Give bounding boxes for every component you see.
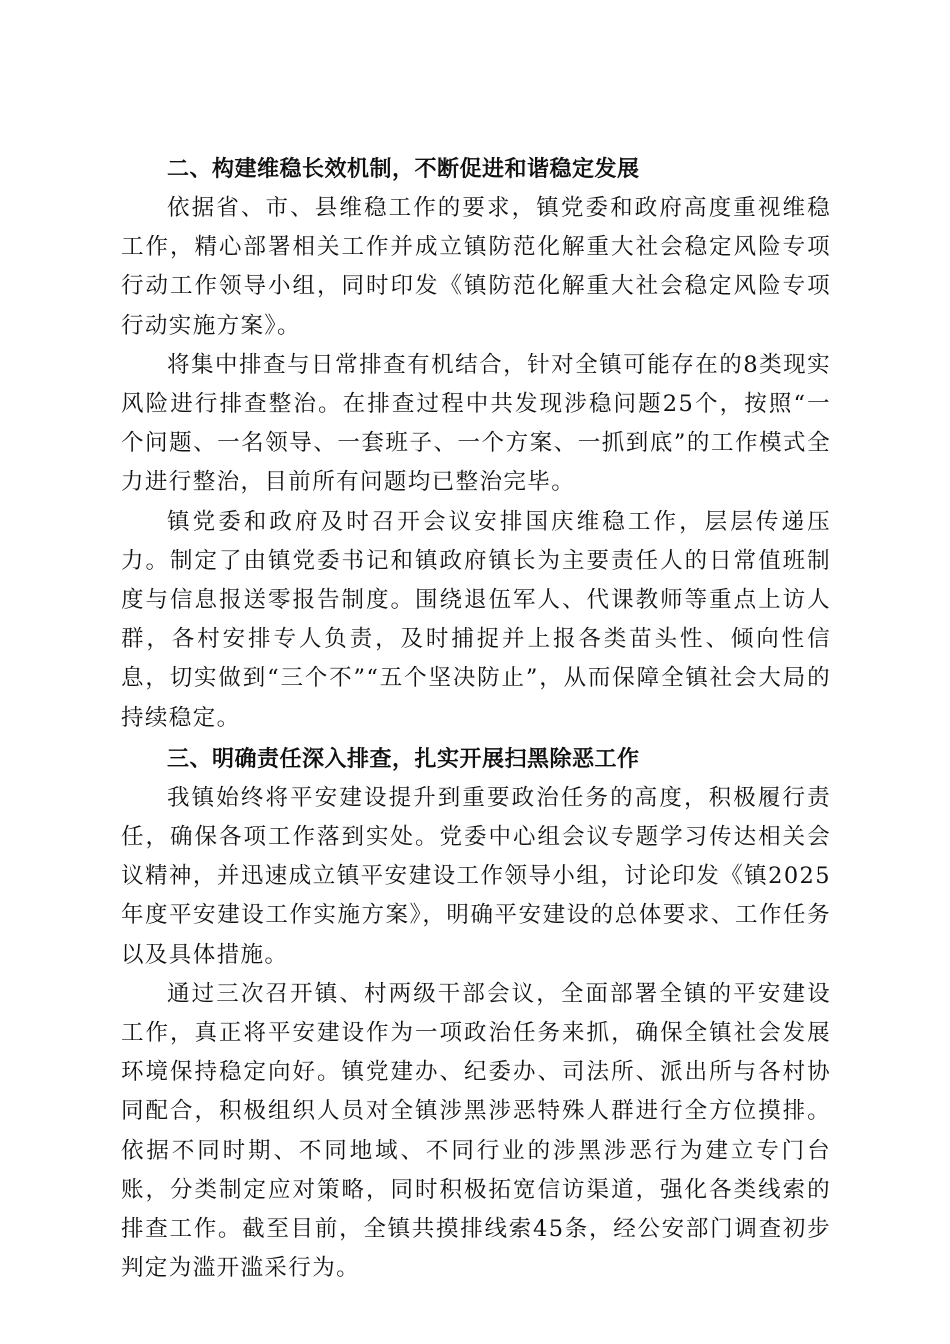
document-page — [121, 150, 831, 1288]
paragraph: 通过三次召开镇、村两级干部会议，全面部署全镇的平安建设工作，真正将平安建设作为一项政治任务来抓，确保全镇社会发展环境保持稳定向好。镇党建办、纪委办、司法所、派出所与各村协同配合，积极组织人员对全镇涉黑涉恶特殊人群进行全方位摸排。依据不同时期、不同地域、不同行业的涉黑涉恶行为建立专门台账，分类制定应对策略，同时积极拓宽信访渠道，强化各类线索的排查工作。截至目前，全镇共摸排线索45条，经公安部门调查初步判定为滥开滥采行为。 — [121, 980, 831, 1282]
paragraph: 依据省、市、县维稳工作的要求，镇党委和政府高度重视维稳工作，精心部署相关工作并成立镇防范化解重大社会稳定风险专项行动工作领导小组，同时印发《镇防范化解重大社会稳定风险专项行动实施方案》。 — [121, 195, 831, 339]
section-heading: 二、构建维稳长效机制，不断促进和谐稳定发展 — [167, 157, 640, 182]
paragraph: 将集中排查与日常排查有机结合，针对全镇可能存在的8类现实风险进行排查整治。在排查过程中共发现涉稳问题25个，按照“一个问题、一名领导、一套班子、一个方案、一抓到底”的工作模式全力进行整治，目前所有问题均已整治完毕。 — [121, 351, 831, 496]
paragraph: 我镇始终将平安建设提升到重要政治任务的高度，积极履行责任，确保各项工作落到实处。党委中心组会议专题学习传达相关会议精神，并迅速成立镇平安建设工作领导小组，讨论印发《镇2025年度平安建设工作实施方案》，明确平安建设的总体要求、工作任务以及具体措施。 — [121, 784, 831, 968]
section-heading: 三、明确责任深入排查，扎实开展扫黑除恶工作 — [167, 746, 640, 772]
paragraph: 镇党委和政府及时召开会议安排国庆维稳工作，层层传递压力。制定了由镇党委书记和镇政府镇长为主要责任人的日常值班制度与信息报送零报告制度。围绕退伍军人、代课教师等重点上访人群，各村安排专人负责，及时捕捉并上报各类苗头性、倾向性信息，切实做到“三个不”“五个坚决防止”，从而保障全镇社会大局的持续稳定。 — [121, 508, 831, 731]
